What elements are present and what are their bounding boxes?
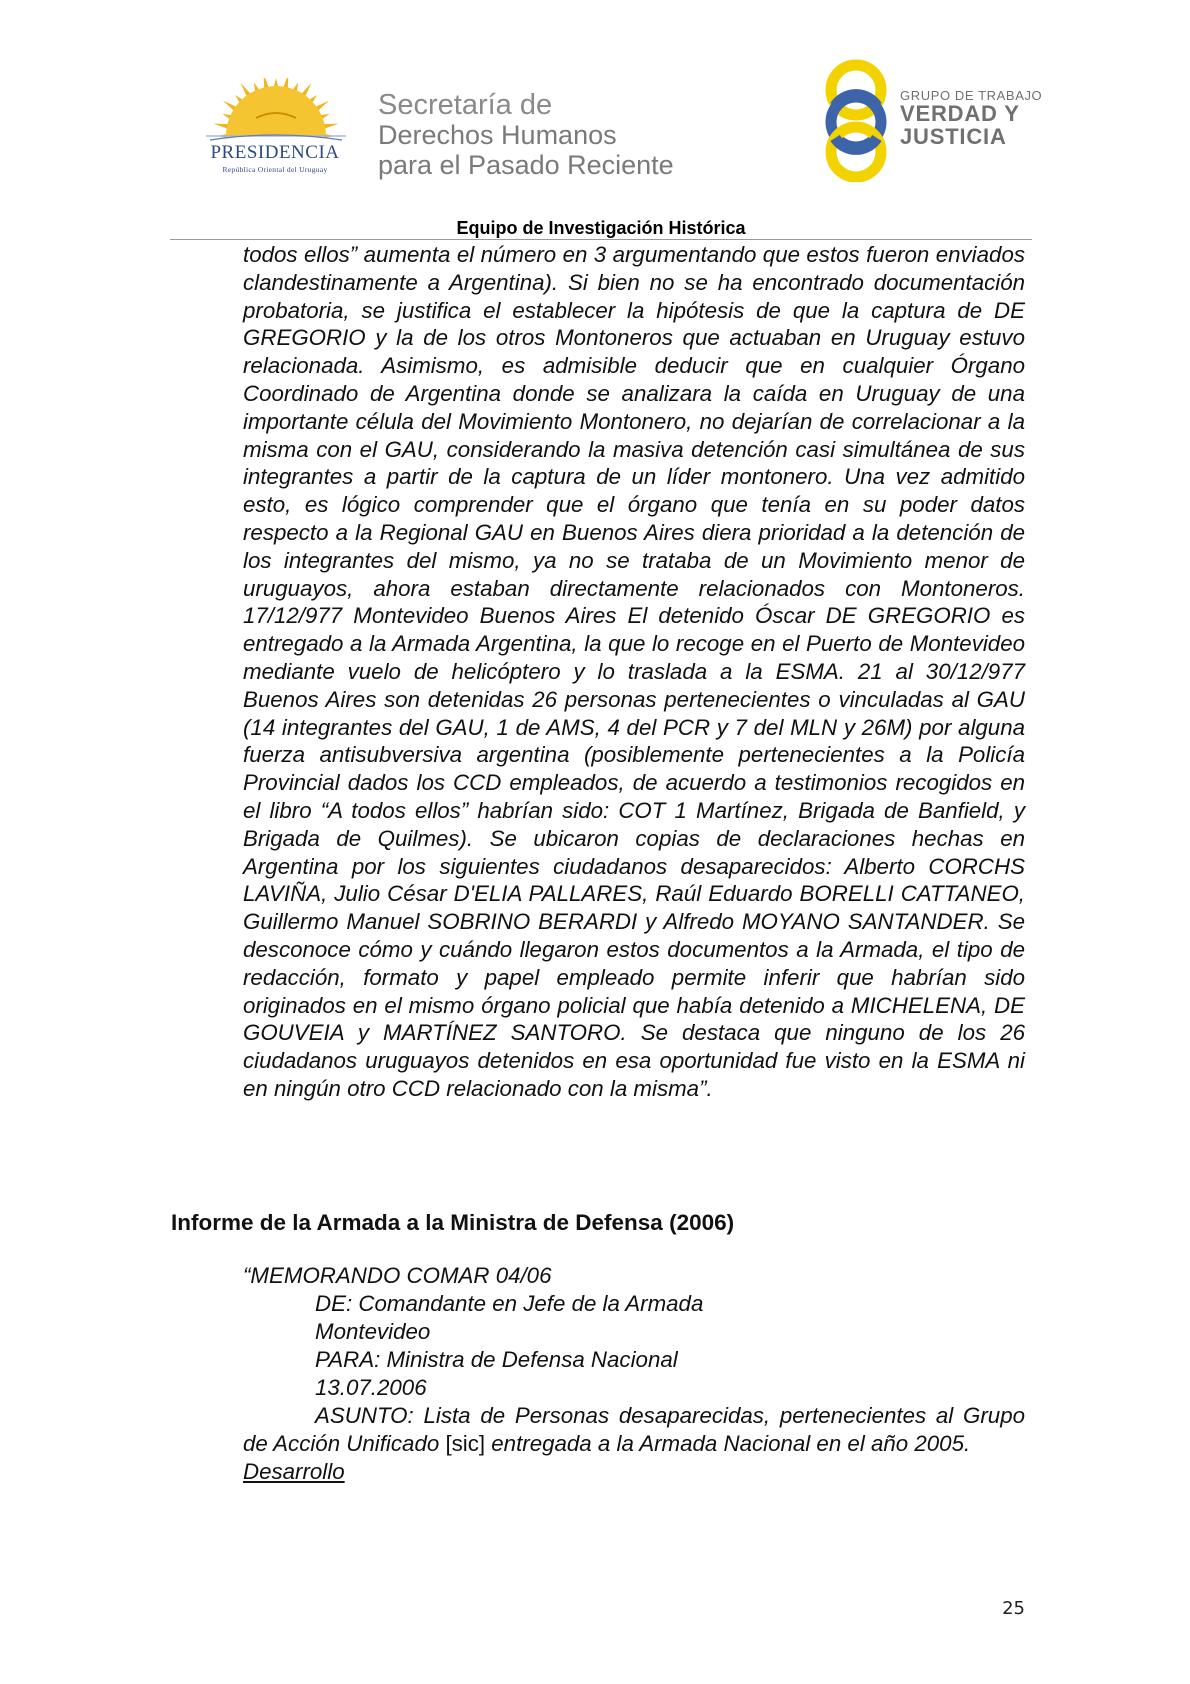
secretaria-line-3: para el Pasado Reciente xyxy=(378,150,674,180)
secretaria-line-2: Derechos Humanos xyxy=(378,120,617,150)
quoted-paragraph: todos ellos” aumenta el número en 3 argumentando que estos fueron enviados clandestinamente a Argentina). Si bien no se ha encontrado documentación probatoria, se justifica el establecer la hipótesis de que la captura de DE GREGORIO y la de los otros Montoneros que actuaban en Uruguay estuvo relacionada. Asimismo, es admisible deducir que en cualquier Órgano Coordinado de Argentina donde se analizara la caída en Uruguay de una importante célula del Movimiento Montonero, no dejarían de correlacionar a la misma con el GAU, considerando la masiva detención casi simultánea de sus integrantes a partir de la captura de un líder montonero. Una vez admitido esto, es lógico comprender que el órgano que tenía en su poder datos respecto a la Regional GAU en Buenos Aires diera prioridad a la detención de los integrantes del mismo, ya no se trataba de un Movimiento menor de uruguayos, ahora estaban directamente relacionados con Montoneros. 17/12/977 Montevideo Buenos Aires El detenido Óscar DE GREGORIO es entregado a la Armada Argentina, la que lo recoge en el Puerto de Montevideo mediante vuelo de helicóptero y lo traslada a la ESMA. 21 al 30/12/977 Buenos Aires son detenidas 26 personas pertenecientes o vinculadas al GAU (14 integrantes del GAU, 1 de AMS, 4 del PCR y 7 del MLN y 26M) por alguna fuerza antisubversiva argentina (posiblemente pertenecientes a la Policía Provincial dados los CCD empleados, de acuerdo a testimonios recogidos en el libro “A todos ellos” habrían sido: COT 1 Martínez, Brigada de Banfield, y Brigada de Quilmes). Se ubicaron copias de declaraciones hechas en Argentina por los siguientes ciudadanos desaparecidos: Alberto CORCHS LAVIÑA, Julio César D'ELIA PALLARES, Raúl Eduardo BORELLI CATTANEO, Guillermo Manuel SOBRINO BERARDI y Alfredo MOYANO SANTANDER. Se desconoce cómo y cuándo llegaron estos documentos a la Armada, el tipo de redacción, formato y papel empleado permite inferir que habrían sido originados en el mismo órgano policial que había detenido a MICHELENA, DE GOUVEIA y MARTÍNEZ SANTORO. Se destaca que ninguno de los 26 ciudadanos uruguayos detenidos en esa oportunidad fue visto en la ESMA ni en ningún otro CCD relacionado con la misma”. xyxy=(243,242,1025,1101)
header-divider xyxy=(170,239,1032,240)
presidencia-logo-word: PRESIDENCIA xyxy=(210,142,340,163)
memo-subject-sic: [sic] xyxy=(445,1431,486,1456)
section-heading: Informe de la Armada a la Ministra de Defensa (2006) xyxy=(171,1210,735,1235)
memo-subject-text-end: entregada a la Armada Nacional en el año 2005. xyxy=(485,1431,971,1456)
grupo-trabajo-line-1: GRUPO DE TRABAJO xyxy=(900,88,1043,103)
memo-place: Montevideo xyxy=(315,1319,431,1344)
memo-subject-text-start: ASUNTO: Lista de Personas desaparecidas, pertenecientes al Grupo de Acción Unificado xyxy=(243,1403,1025,1456)
memo-from: DE: Comandante en Jefe de la Armada xyxy=(315,1291,704,1316)
secretaria-logo-text xyxy=(378,90,674,180)
grupo-trabajo-logo-text xyxy=(900,88,1042,149)
memo-subject xyxy=(243,1402,1025,1458)
memorandum-block xyxy=(243,1262,1025,1486)
page-number: 25 xyxy=(1002,1598,1025,1619)
grupo-trabajo-line-3: JUSTICIA xyxy=(900,124,1007,149)
secretaria-line-1: Secretaría de xyxy=(378,89,553,121)
grupo-trabajo-line-2: VERDAD Y xyxy=(900,101,1020,126)
memo-date: 13.07.2006 xyxy=(315,1375,427,1400)
memo-to: PARA: Ministra de Defensa Nacional xyxy=(315,1347,678,1372)
team-title: Equipo de Investigación Histórica xyxy=(456,218,746,238)
memo-title: “MEMORANDO COMAR 04/06 xyxy=(243,1263,552,1288)
memo-development-heading: Desarrollo xyxy=(243,1459,345,1484)
presidencia-logo-subtitle: República Oriental del Uruguay xyxy=(222,165,328,174)
